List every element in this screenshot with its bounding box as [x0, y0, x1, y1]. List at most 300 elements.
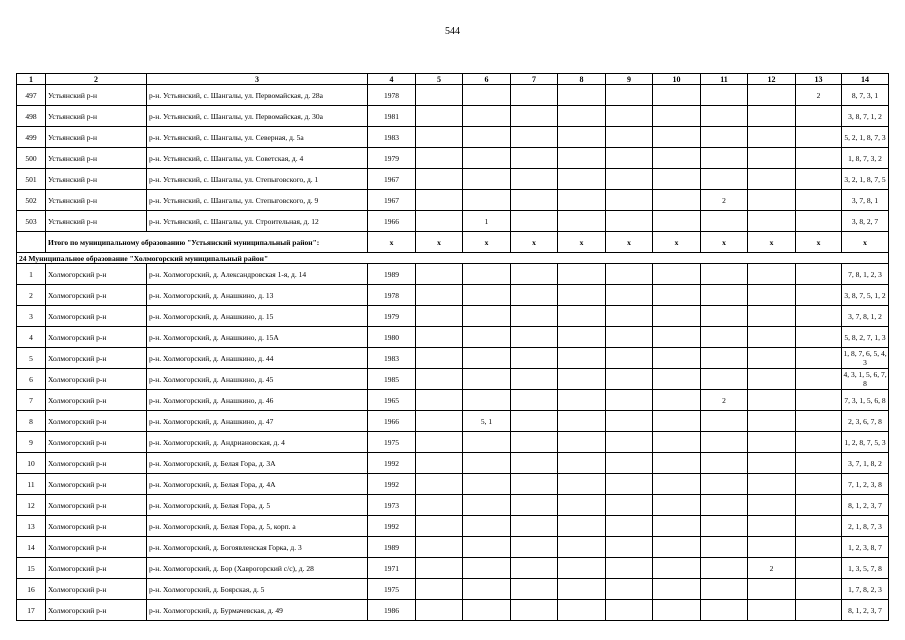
table-cell: 8: [17, 411, 46, 432]
total-x-cell: x: [511, 232, 558, 253]
table-row: [17, 558, 889, 579]
table-cell: [463, 127, 511, 148]
table-row: [17, 432, 889, 453]
table-cell: 1992: [368, 453, 416, 474]
table-cell: Холмогорский р-н: [46, 348, 147, 369]
table-cell: Холмогорский р-н: [46, 369, 147, 390]
table-cell: [653, 453, 701, 474]
table-cell: 500: [17, 148, 46, 169]
table-cell: [511, 432, 558, 453]
table-cell: [701, 348, 748, 369]
table-cell: [558, 348, 606, 369]
table-cell: 1978: [368, 285, 416, 306]
table-cell: [748, 453, 796, 474]
table-cell: [463, 600, 511, 621]
table-cell: 8, 7, 3, 1: [842, 85, 889, 106]
table-cell: [606, 369, 653, 390]
table-cell: [416, 190, 463, 211]
table-cell: 1966: [368, 411, 416, 432]
table-cell: Холмогорский р-н: [46, 390, 147, 411]
table-cell: [416, 211, 463, 232]
table-cell: [416, 558, 463, 579]
total-x-cell: x: [606, 232, 653, 253]
table-cell: [701, 432, 748, 453]
table-cell: р-н. Холмогорский, д. Бор (Хаврогорский с/с), д. 28: [147, 558, 368, 579]
table-cell: [748, 516, 796, 537]
table-cell: [653, 495, 701, 516]
table-cell: 5: [17, 348, 46, 369]
table-cell: [416, 453, 463, 474]
table-cell: [416, 348, 463, 369]
table-cell: [558, 474, 606, 495]
table-cell: 1, 2, 3, 8, 7: [842, 537, 889, 558]
table-cell: [748, 306, 796, 327]
table-cell: 1979: [368, 148, 416, 169]
table-cell: [558, 211, 606, 232]
table-cell: 7, 1, 2, 3, 8: [842, 474, 889, 495]
table-cell: [701, 327, 748, 348]
column-header: 10: [653, 74, 701, 85]
column-header: 4: [368, 74, 416, 85]
table-cell: 3, 7, 1, 8, 2: [842, 453, 889, 474]
table-header: [17, 74, 889, 85]
column-header: 3: [147, 74, 368, 85]
table-cell: [701, 558, 748, 579]
table-cell: [463, 579, 511, 600]
table-cell: [701, 264, 748, 285]
table-cell: 1980: [368, 327, 416, 348]
table-row: [17, 537, 889, 558]
table-row: [17, 211, 889, 232]
table-cell: 2: [796, 85, 842, 106]
table-cell: [701, 474, 748, 495]
table-cell: [511, 306, 558, 327]
table-cell: 10: [17, 453, 46, 474]
total-x-cell: x: [368, 232, 416, 253]
table-cell: [748, 537, 796, 558]
table-cell: 2: [701, 390, 748, 411]
table-row: [17, 264, 889, 285]
table-cell: [558, 306, 606, 327]
table-cell: 12: [17, 495, 46, 516]
table-cell: [558, 495, 606, 516]
table-cell: [416, 411, 463, 432]
table-cell: [796, 453, 842, 474]
table-cell: [606, 127, 653, 148]
table-cell: Холмогорский р-н: [46, 579, 147, 600]
table-cell: р-н. Холмогорский, д. Белая Гора, д. 4А: [147, 474, 368, 495]
table-cell: [416, 306, 463, 327]
table-cell: 3, 8, 7, 1, 2: [842, 106, 889, 127]
table-cell: Холмогорский р-н: [46, 453, 147, 474]
table-cell: [748, 369, 796, 390]
table-cell: [416, 369, 463, 390]
table-cell: [653, 127, 701, 148]
total-x-cell: x: [653, 232, 701, 253]
table-row: [17, 600, 889, 621]
table-cell: [463, 169, 511, 190]
table-cell: [606, 516, 653, 537]
table-cell: 1, 3, 5, 7, 8: [842, 558, 889, 579]
table-cell: [748, 211, 796, 232]
table-cell: р-н. Холмогорский, д. Анашкино, д. 13: [147, 285, 368, 306]
table-cell: [416, 516, 463, 537]
table-cell: р-н. Холмогорский, д. Белая Гора, д. 5: [147, 495, 368, 516]
table-cell: [511, 85, 558, 106]
table-cell: [701, 579, 748, 600]
table-cell: Холмогорский р-н: [46, 306, 147, 327]
table-cell: 8, 1, 2, 3, 7: [842, 600, 889, 621]
table-cell: [511, 600, 558, 621]
total-row: [17, 232, 889, 253]
table-cell: [463, 348, 511, 369]
table-cell: 1, 2, 8, 7, 5, 3: [842, 432, 889, 453]
table-cell: 3, 8, 2, 7: [842, 211, 889, 232]
table-cell: [748, 148, 796, 169]
table-cell: [558, 537, 606, 558]
table-cell: р-н. Холмогорский, д. Белая Гора, д. 3А: [147, 453, 368, 474]
table-cell: [17, 232, 46, 253]
table-cell: 499: [17, 127, 46, 148]
table-cell: [463, 474, 511, 495]
table-cell: [606, 148, 653, 169]
table-cell: [701, 211, 748, 232]
table-cell: [463, 432, 511, 453]
table-cell: [416, 127, 463, 148]
table-row: [17, 495, 889, 516]
table-cell: 1, 8, 7, 6, 5, 4, 3: [843, 349, 887, 367]
column-header: 14: [842, 74, 889, 85]
table-cell: [653, 390, 701, 411]
table-cell: [511, 127, 558, 148]
table-cell: [416, 148, 463, 169]
table-cell: [796, 495, 842, 516]
table-cell: 1983: [368, 348, 416, 369]
table-cell: [558, 106, 606, 127]
table-cell: [653, 516, 701, 537]
table-cell: [558, 390, 606, 411]
table-cell: 1: [463, 211, 511, 232]
table-cell: [796, 579, 842, 600]
table-cell: 1986: [368, 600, 416, 621]
table-cell: [701, 169, 748, 190]
table-cell: [606, 348, 653, 369]
table-cell: [606, 211, 653, 232]
housing-table: [16, 73, 889, 621]
table-cell: 16: [17, 579, 46, 600]
column-header: 9: [606, 74, 653, 85]
table-cell: р-н. Устьянский, с. Шангалы, ул. Северная, д. 5а: [147, 127, 368, 148]
table-cell: [653, 474, 701, 495]
table-cell: [796, 285, 842, 306]
table-row: [17, 579, 889, 600]
table-cell: [463, 327, 511, 348]
table-cell: [748, 348, 796, 369]
table-cell: 1967: [368, 169, 416, 190]
table-cell: [463, 453, 511, 474]
table-cell: [463, 558, 511, 579]
table-cell: [511, 148, 558, 169]
page-number: 544: [445, 26, 460, 37]
total-x-cell: x: [416, 232, 463, 253]
table-cell: [558, 600, 606, 621]
table-cell: 9: [17, 432, 46, 453]
table-cell: 7, 3, 1, 5, 6, 8: [842, 390, 889, 411]
table-cell: [606, 558, 653, 579]
total-x-cell: x: [748, 232, 796, 253]
table-cell: [748, 474, 796, 495]
table-cell: [748, 190, 796, 211]
table-cell: [463, 285, 511, 306]
table-cell: [463, 264, 511, 285]
table-cell: р-н. Холмогорский, д. Белая Гора, д. 5, корп. а: [147, 516, 368, 537]
table-cell: [416, 264, 463, 285]
table-cell: [558, 190, 606, 211]
table-cell: Устьянский р-н: [46, 127, 147, 148]
table-cell: [653, 148, 701, 169]
table-cell: р-н. Устьянский, с. Шангалы, ул. Первомайская, д. 30а: [147, 106, 368, 127]
table-cell: [416, 537, 463, 558]
table-cell: 1967: [368, 190, 416, 211]
table-cell: [511, 516, 558, 537]
column-header: 7: [511, 74, 558, 85]
table-cell: 2, 1, 8, 7, 3: [842, 516, 889, 537]
table-cell: 1966: [368, 211, 416, 232]
table-cell: Холмогорский р-н: [46, 327, 147, 348]
table-cell: р-н. Холмогорский, д. Анашкино, д. 44: [147, 348, 368, 369]
table-cell: 7: [17, 390, 46, 411]
column-header: 8: [558, 74, 606, 85]
table-cell: [558, 558, 606, 579]
table-cell: [796, 211, 842, 232]
column-header: 2: [46, 74, 147, 85]
table-cell: [511, 411, 558, 432]
table-cell: [701, 85, 748, 106]
table-cell: [511, 537, 558, 558]
table-cell: [416, 106, 463, 127]
table-cell: [701, 516, 748, 537]
table-cell: [558, 411, 606, 432]
table-cell: 1985: [368, 369, 416, 390]
table-cell: 14: [17, 537, 46, 558]
table-body: [17, 85, 889, 621]
table-cell: [606, 190, 653, 211]
table-row: [17, 148, 889, 169]
table-cell: 8, 1, 2, 3, 7: [842, 495, 889, 516]
table-cell: [416, 474, 463, 495]
table-row: [17, 85, 889, 106]
table-cell: [796, 537, 842, 558]
table-cell: 15: [17, 558, 46, 579]
table-cell: 6: [17, 369, 46, 390]
table-cell: [558, 369, 606, 390]
table-cell: 1973: [368, 495, 416, 516]
table-cell: [511, 474, 558, 495]
table-cell: р-н. Холмогорский, д. Анашкино, д. 45: [147, 369, 368, 390]
table-cell: [796, 106, 842, 127]
table-cell: 1989: [368, 264, 416, 285]
table-cell: 1: [17, 264, 46, 285]
table-cell: [796, 432, 842, 453]
table-row: [17, 306, 889, 327]
table-cell: [653, 537, 701, 558]
table-cell: 2: [17, 285, 46, 306]
table-cell: [701, 369, 748, 390]
table-cell: [511, 264, 558, 285]
table-cell: [558, 579, 606, 600]
table-cell: [653, 169, 701, 190]
table-cell: [416, 327, 463, 348]
table-cell: [606, 579, 653, 600]
table-cell: р-н. Холмогорский, д. Богоявленская Горка, д. 3: [147, 537, 368, 558]
table-row: [17, 169, 889, 190]
table-cell: [653, 411, 701, 432]
table-cell: Устьянский р-н: [46, 190, 147, 211]
table-cell: [653, 190, 701, 211]
table-row: [17, 390, 889, 411]
table-cell: Холмогорский р-н: [46, 474, 147, 495]
table-cell: 3: [17, 306, 46, 327]
table-cell: [796, 516, 842, 537]
table-cell: 7, 8, 1, 2, 3: [842, 264, 889, 285]
table-cell: 1983: [368, 127, 416, 148]
table-cell: [416, 285, 463, 306]
table-cell: 13: [17, 516, 46, 537]
table-cell: [701, 537, 748, 558]
table-cell: р-н. Холмогорский, д. Анашкино, д. 47: [147, 411, 368, 432]
table-cell: [796, 600, 842, 621]
table-cell: [796, 327, 842, 348]
column-header: 5: [416, 74, 463, 85]
table-cell: 3, 7, 8, 1, 2: [842, 306, 889, 327]
table-cell: [463, 148, 511, 169]
table-cell: Устьянский р-н: [46, 85, 147, 106]
table-cell: 1981: [368, 106, 416, 127]
table-cell: [606, 306, 653, 327]
table-cell: [606, 600, 653, 621]
table-cell: 4: [17, 327, 46, 348]
table-cell: [748, 264, 796, 285]
table-cell: 1992: [368, 516, 416, 537]
table-cell: [796, 348, 842, 369]
total-x-cell: x: [796, 232, 842, 253]
table-cell: [748, 600, 796, 621]
table-cell: [558, 169, 606, 190]
table-cell: р-н. Устьянский, с. Шангалы, ул. Степыговского, д. 1: [147, 169, 368, 190]
table-cell: [416, 432, 463, 453]
table-cell: [748, 495, 796, 516]
table-row: [17, 411, 889, 432]
table-cell: 1978: [368, 85, 416, 106]
table-cell: [701, 453, 748, 474]
table-cell: [416, 390, 463, 411]
table-row: [17, 327, 889, 348]
table-cell: [463, 390, 511, 411]
table-cell: [511, 495, 558, 516]
table-cell: [606, 264, 653, 285]
table-cell: р-н. Холмогорский, д. Анашкино, д. 46: [147, 390, 368, 411]
table-cell: [653, 579, 701, 600]
table-cell: [511, 327, 558, 348]
table-cell: [748, 411, 796, 432]
table-cell: 503: [17, 211, 46, 232]
table-cell: [701, 127, 748, 148]
table-cell: [701, 148, 748, 169]
table-cell: 501: [17, 169, 46, 190]
table-cell: Холмогорский р-н: [46, 432, 147, 453]
table-cell: [796, 390, 842, 411]
table-cell: [511, 558, 558, 579]
table-cell: [606, 537, 653, 558]
total-x-cell: x: [463, 232, 511, 253]
table-cell: [463, 85, 511, 106]
table-cell: [796, 411, 842, 432]
table-cell: Устьянский р-н: [46, 106, 147, 127]
table-cell: [748, 106, 796, 127]
table-cell: 1975: [368, 432, 416, 453]
table-cell: [606, 453, 653, 474]
table-cell: 1971: [368, 558, 416, 579]
table-cell: [796, 169, 842, 190]
table-cell: Холмогорский р-н: [46, 495, 147, 516]
table-cell: [748, 85, 796, 106]
table-cell: [558, 148, 606, 169]
table-cell: 5, 1: [463, 411, 511, 432]
table-row: [17, 453, 889, 474]
table-cell: [606, 474, 653, 495]
table-cell: [606, 411, 653, 432]
table-cell: Холмогорский р-н: [46, 516, 147, 537]
total-x-cell: x: [842, 232, 889, 253]
table-cell: 498: [17, 106, 46, 127]
table-cell: [416, 579, 463, 600]
table-cell: Холмогорский р-н: [46, 537, 147, 558]
table-cell: [748, 127, 796, 148]
table-cell: [416, 85, 463, 106]
table-cell: [653, 211, 701, 232]
table-cell: р-н. Холмогорский, д. Анашкино, д. 15А: [147, 327, 368, 348]
table-cell: [653, 348, 701, 369]
table-cell: [748, 327, 796, 348]
table-cell: [796, 127, 842, 148]
table-cell: 3, 8, 7, 5, 1, 2: [842, 285, 889, 306]
table-cell: [463, 495, 511, 516]
table-cell: [796, 148, 842, 169]
table-cell: 1992: [368, 474, 416, 495]
table-cell: [796, 558, 842, 579]
table-row: [17, 369, 889, 390]
table-cell: 5, 8, 2, 7, 1, 3: [842, 327, 889, 348]
table-cell: [606, 85, 653, 106]
table-cell: [748, 390, 796, 411]
table-cell: [511, 453, 558, 474]
table-cell: Устьянский р-н: [46, 169, 147, 190]
total-label: Итого по муниципальному образованию "Устьянский муниципальный район":: [46, 232, 368, 253]
table-cell: р-н. Холмогорский, д. Бурмачевская, д. 49: [147, 600, 368, 621]
table-cell: 4, 3, 1, 5, 6, 7, 8: [843, 370, 887, 388]
table-cell: 2: [748, 558, 796, 579]
table-row: [17, 106, 889, 127]
table-cell: [511, 369, 558, 390]
table-cell: [511, 190, 558, 211]
table-cell: р-н. Устьянский, с. Шангалы, ул. Первомайская, д. 28а: [147, 85, 368, 106]
table-cell: [558, 85, 606, 106]
table-cell: [416, 169, 463, 190]
section-row: [17, 253, 889, 264]
table-cell: [748, 579, 796, 600]
table-row: [17, 285, 889, 306]
table-cell: [511, 106, 558, 127]
